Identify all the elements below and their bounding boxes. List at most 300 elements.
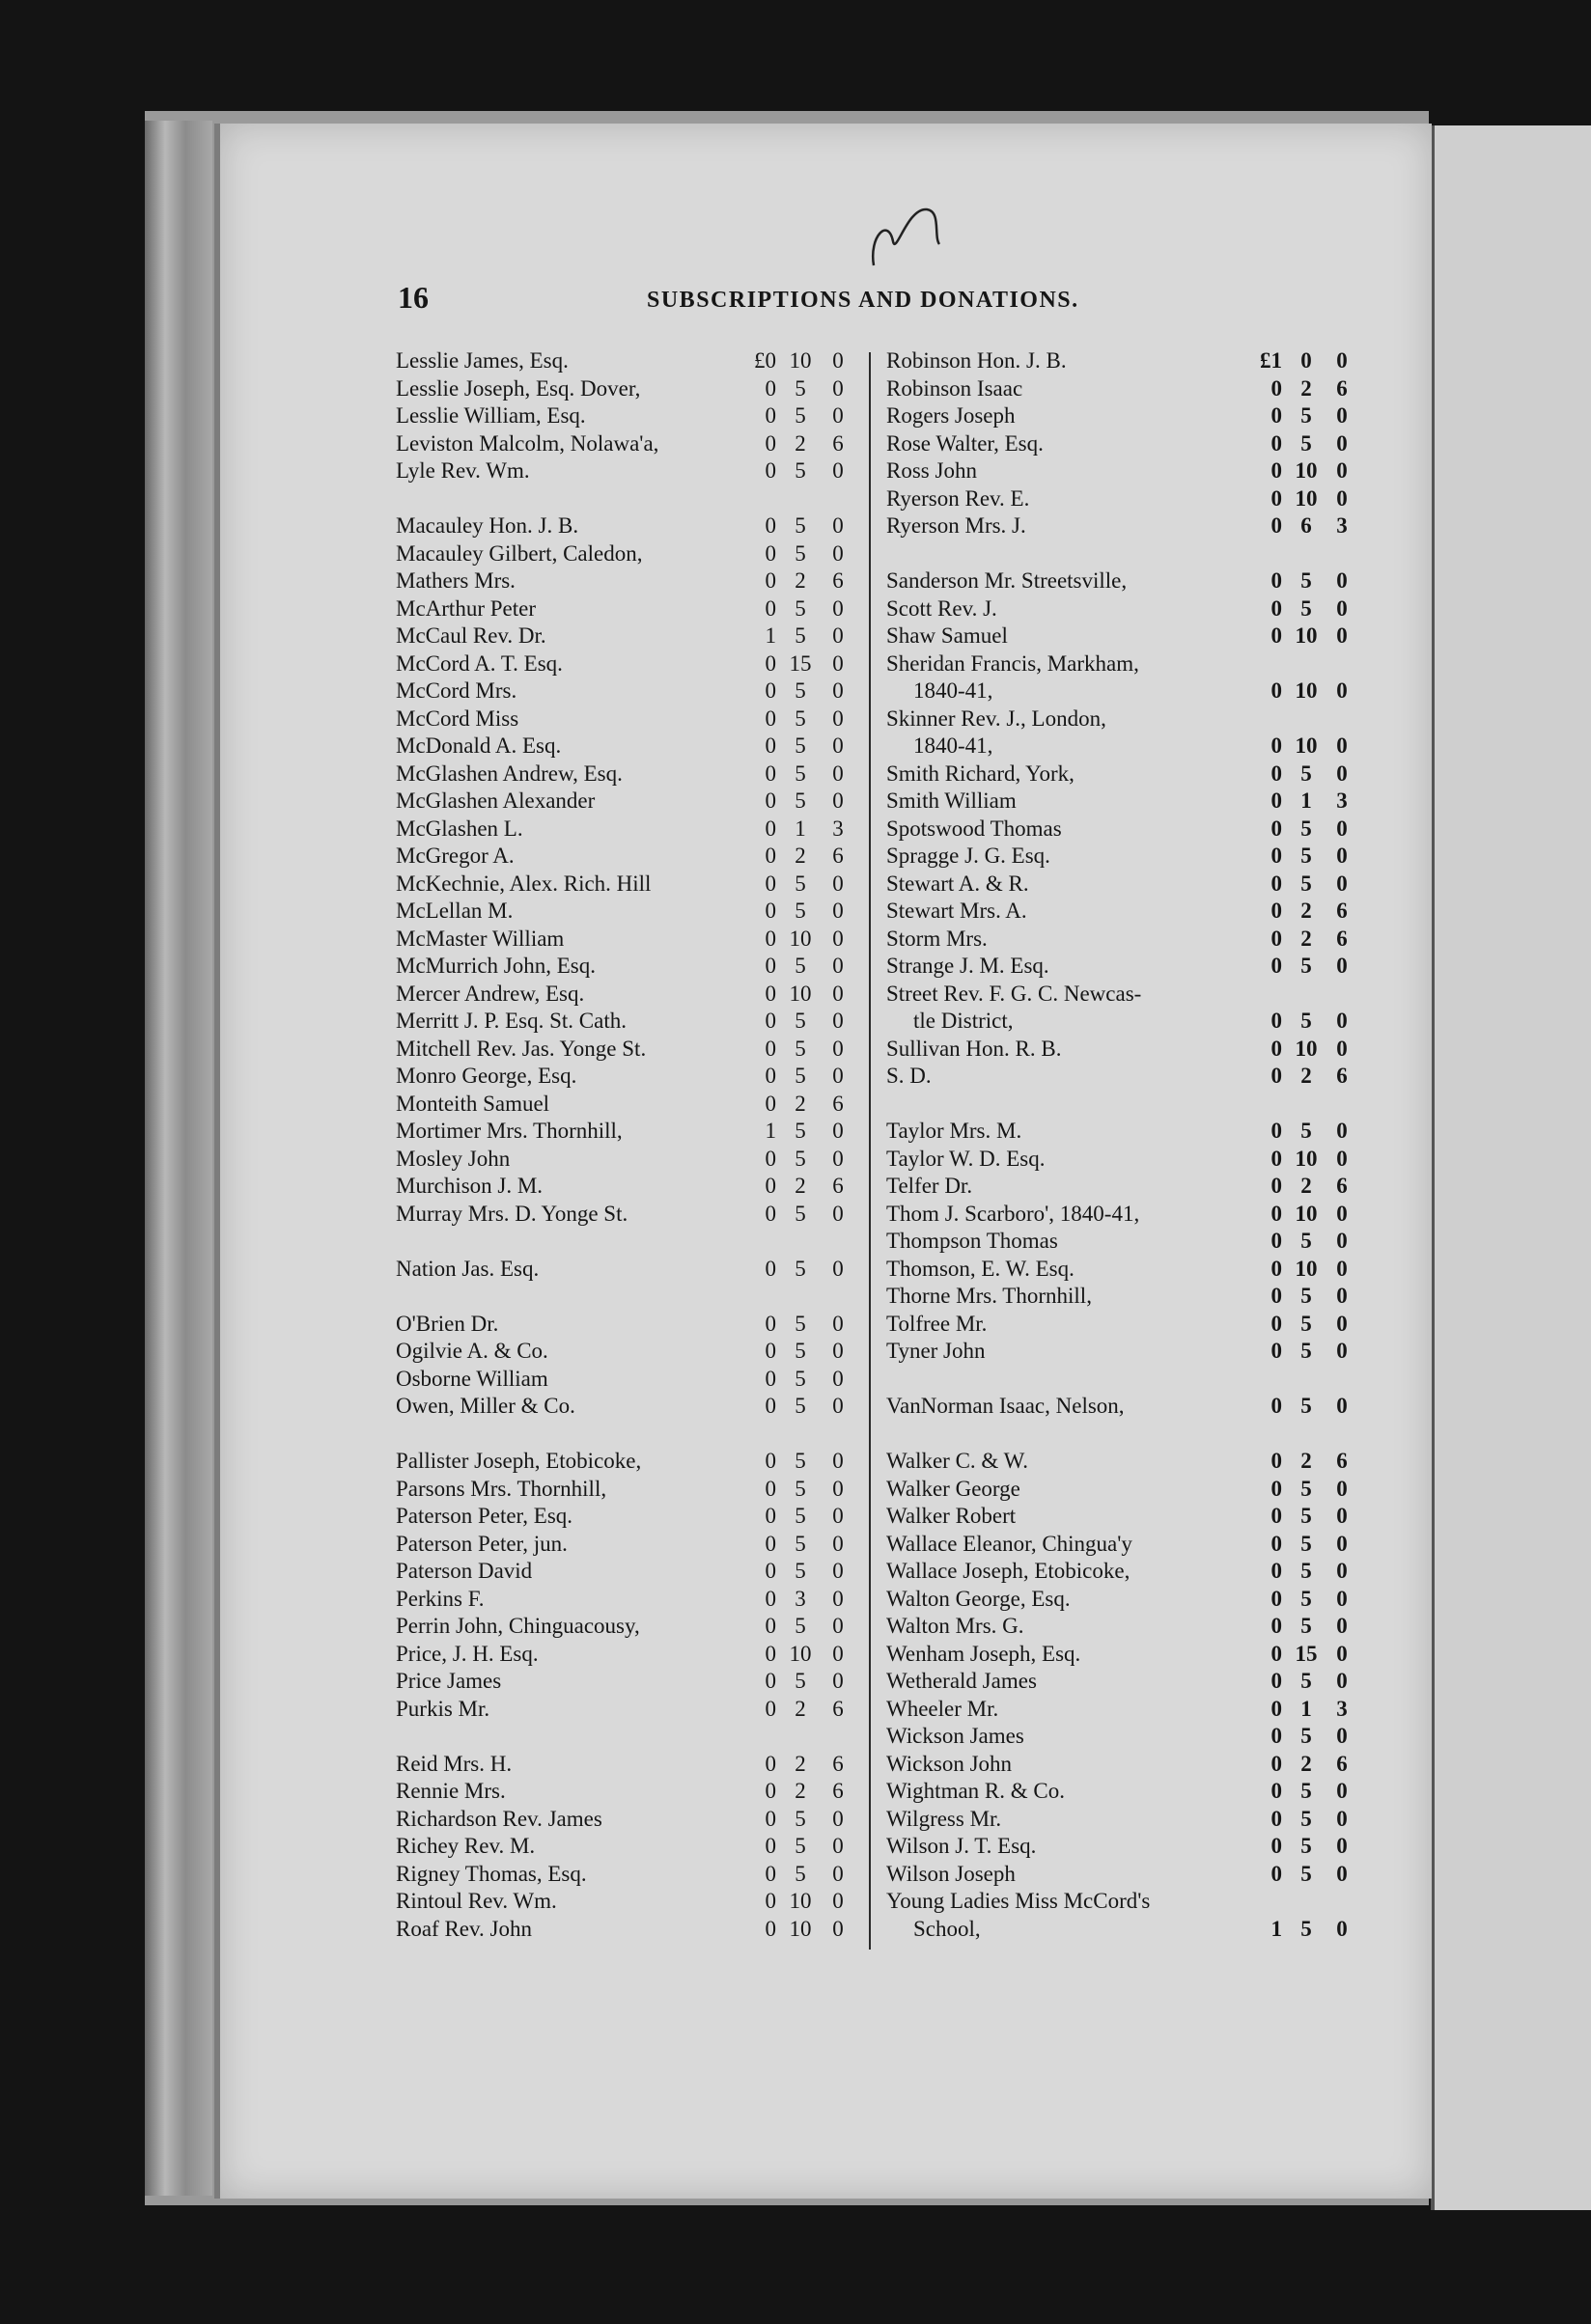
subscriber-name: Taylor Mrs. M. — [886, 1119, 1022, 1143]
amount-pence: 0 — [1336, 348, 1348, 373]
amount-shillings: 2 — [795, 844, 806, 868]
subscriber-name: Mathers Mrs. — [396, 568, 516, 593]
list-item — [886, 1173, 1350, 1201]
amount-pounds: 0 — [1270, 1806, 1282, 1831]
column-divider — [869, 352, 871, 1950]
amount-pence: 0 — [832, 1339, 844, 1363]
amount-shillings: 5 — [795, 733, 806, 758]
amount-pence: 6 — [832, 1174, 844, 1198]
list-item — [396, 1641, 854, 1669]
amount-shillings: 10 — [789, 981, 812, 1006]
amount-pounds: 0 — [1270, 1669, 1282, 1693]
amount-pence: 0 — [1336, 1834, 1348, 1858]
amount-shillings: 5 — [795, 1559, 806, 1583]
subscriber-name: Lesslie Joseph, Esq. Dover, — [396, 375, 641, 401]
list-item — [396, 1503, 854, 1531]
amount-pounds: 0 — [765, 458, 776, 483]
list-item — [886, 871, 1350, 899]
amount-pounds: 0 — [1270, 375, 1282, 401]
amount-shillings: 5 — [1300, 1861, 1312, 1886]
subscriber-name: Wilson J. T. Esq. — [886, 1834, 1037, 1858]
amount-pounds: 0 — [1270, 1834, 1282, 1858]
list-item — [886, 347, 1350, 375]
amount-pence: 0 — [832, 1669, 844, 1693]
amount-pounds: 0 — [1270, 1201, 1282, 1226]
subscriber-name: Walton Mrs. G. — [886, 1614, 1024, 1638]
subscriber-name: McCord Mrs. — [396, 678, 517, 703]
list-item — [396, 1008, 854, 1036]
amount-shillings: 5 — [1300, 1586, 1312, 1611]
list-item — [396, 706, 854, 733]
list-item — [396, 1476, 854, 1504]
amount-pounds: 0 — [765, 1916, 776, 1941]
subscriber-name: Taylor W. D. Esq. — [886, 1146, 1046, 1171]
amount-pence: 0 — [832, 1834, 844, 1858]
amount-pounds: £1 — [1260, 348, 1282, 373]
amount-pounds: 0 — [765, 1531, 776, 1556]
amount-pence: 0 — [1336, 678, 1348, 703]
amount-shillings: 2 — [1300, 1449, 1312, 1473]
list-item — [886, 733, 1350, 761]
amount-pounds: 0 — [1270, 1229, 1282, 1253]
amount-shillings: 5 — [1300, 1119, 1312, 1143]
subscriber-name: Pallister Joseph, Etobicoke, — [396, 1449, 642, 1473]
amount-shillings: 10 — [789, 926, 812, 951]
amount-pounds: 0 — [765, 1559, 776, 1583]
list-spacer — [396, 1421, 854, 1449]
list-item — [886, 1641, 1350, 1669]
amount-pounds: 0 — [1270, 1559, 1282, 1583]
amount-pence: 0 — [1336, 1311, 1348, 1336]
subscriber-name: Shaw Samuel — [886, 623, 1008, 648]
subscriber-name: Thorne Mrs. Thornhill, — [886, 1284, 1092, 1308]
amount-pence: 0 — [832, 733, 844, 758]
amount-pounds: 0 — [765, 430, 776, 456]
amount-shillings: 5 — [1300, 568, 1312, 593]
amount-shillings: 0 — [1300, 348, 1312, 373]
amount-pounds: 0 — [765, 375, 776, 401]
subscriber-name: Street Rev. F. G. C. Newcas- — [886, 981, 1142, 1006]
amount-pence: 6 — [832, 1091, 844, 1116]
list-item — [886, 430, 1350, 458]
amount-pence: 0 — [1336, 1504, 1348, 1528]
amount-shillings: 5 — [1300, 1614, 1312, 1638]
amount-pence: 0 — [832, 1476, 844, 1501]
subscriber-name: Walton George, Esq. — [886, 1586, 1071, 1611]
list-item — [886, 1806, 1350, 1834]
amount-shillings: 5 — [1300, 816, 1312, 841]
amount-pounds: 0 — [765, 540, 776, 566]
subscriber-name: 1840-41, — [913, 733, 993, 758]
amount-shillings: 5 — [1300, 1916, 1312, 1941]
amount-shillings: 5 — [795, 513, 806, 538]
amount-pounds: 0 — [765, 926, 776, 951]
amount-pounds: 1 — [765, 623, 776, 648]
amount-shillings: 5 — [795, 1614, 806, 1638]
subscriber-name: Reid Mrs. H. — [396, 1751, 513, 1776]
amount-pounds: 0 — [1270, 678, 1282, 703]
subscriber-name: Mercer Andrew, Esq. — [396, 981, 585, 1006]
amount-pence: 0 — [832, 981, 844, 1006]
amount-pounds: 0 — [1270, 1724, 1282, 1748]
subscriber-name: McDonald A. Esq. — [396, 733, 562, 758]
list-item — [396, 843, 854, 871]
subscriber-name: Walker George — [886, 1476, 1020, 1501]
list-item — [886, 678, 1350, 706]
list-item — [886, 1338, 1350, 1366]
subscriber-name: Richey Rev. M. — [396, 1834, 536, 1858]
amount-shillings: 5 — [1300, 403, 1312, 428]
amount-pence: 3 — [1336, 788, 1348, 813]
amount-pounds: 0 — [765, 1641, 776, 1666]
subscriber-name: Strange J. M. Esq. — [886, 954, 1049, 978]
subscriber-name: McGlashen Andrew, Esq. — [396, 761, 623, 786]
subscriber-name: VanNorman Isaac, Nelson, — [886, 1394, 1125, 1418]
amount-shillings: 5 — [795, 1669, 806, 1693]
subscriber-name: Murchison J. M. — [396, 1174, 544, 1198]
subscriber-name: McLellan M. — [396, 899, 514, 923]
subscriber-name: McMaster William — [396, 926, 565, 951]
amount-pence: 0 — [832, 871, 844, 896]
amount-pounds: 0 — [1270, 1476, 1282, 1501]
subscriber-name: Price, J. H. Esq. — [396, 1641, 539, 1666]
list-item — [886, 1558, 1350, 1586]
list-item — [886, 1118, 1350, 1146]
list-item — [396, 1613, 854, 1641]
amount-pence: 0 — [1336, 1146, 1348, 1171]
list-item — [886, 1833, 1350, 1861]
list-item — [396, 1861, 854, 1889]
amount-pence: 0 — [1336, 733, 1348, 758]
amount-pounds: 0 — [1270, 1504, 1282, 1528]
amount-pounds: 0 — [765, 1834, 776, 1858]
amount-pounds: 0 — [1270, 1614, 1282, 1638]
list-item — [396, 540, 854, 568]
amount-pence: 0 — [832, 1806, 844, 1831]
subscriber-name: Lesslie James, Esq. — [396, 348, 569, 373]
amount-shillings: 5 — [795, 954, 806, 978]
list-item — [886, 375, 1350, 403]
amount-pounds: 0 — [1270, 954, 1282, 978]
list-spacer — [396, 485, 854, 513]
amount-pence: 0 — [1336, 1201, 1348, 1226]
subscriber-name: Sullivan Hon. R. B. — [886, 1036, 1062, 1061]
list-item — [886, 457, 1350, 485]
subscriber-name: Osborne William — [396, 1366, 548, 1391]
subscriber-name: Paterson David — [396, 1559, 533, 1583]
list-item — [396, 512, 854, 540]
amount-shillings: 5 — [795, 1806, 806, 1831]
amount-pounds: 0 — [765, 1504, 776, 1528]
amount-shillings: 5 — [795, 1339, 806, 1363]
amount-shillings: 5 — [795, 678, 806, 703]
list-spacer — [886, 1091, 1350, 1119]
list-item — [886, 1063, 1350, 1091]
list-item — [886, 1201, 1350, 1229]
subscriber-name: McKechnie, Alex. Rich. Hill — [396, 871, 652, 896]
amount-pence: 0 — [832, 954, 844, 978]
amount-shillings: 5 — [795, 1476, 806, 1501]
list-spacer — [886, 1421, 1350, 1449]
amount-shillings: 5 — [795, 1531, 806, 1556]
list-item — [396, 402, 854, 430]
amount-pounds: 0 — [765, 1806, 776, 1831]
amount-pounds: 0 — [1270, 1779, 1282, 1803]
subscriber-name: Purkis Mr. — [396, 1696, 490, 1721]
list-item — [396, 1393, 854, 1421]
amount-pounds: 0 — [1270, 733, 1282, 758]
amount-pounds: 0 — [765, 733, 776, 758]
amount-pounds: 0 — [1270, 1009, 1282, 1033]
amount-pounds: 0 — [1270, 871, 1282, 896]
amount-pence: 0 — [832, 348, 844, 373]
amount-pounds: 0 — [1270, 485, 1282, 511]
subscriber-name: Lyle Rev. Wm. — [396, 458, 530, 483]
subscriber-name: School, — [913, 1916, 981, 1941]
amount-pounds: 0 — [1270, 1641, 1282, 1666]
amount-pence: 6 — [1336, 375, 1348, 401]
list-item — [396, 733, 854, 761]
amount-shillings: 10 — [789, 348, 812, 373]
amount-shillings: 5 — [1300, 1394, 1312, 1418]
list-item — [396, 1448, 854, 1476]
list-item — [886, 1476, 1350, 1504]
amount-pence: 0 — [832, 650, 844, 676]
amount-pounds: 0 — [765, 1064, 776, 1088]
subscriber-name: McCord Miss — [396, 706, 519, 731]
amount-pounds: 0 — [765, 1779, 776, 1803]
subscriber-name: Mortimer Mrs. Thornhill, — [396, 1119, 623, 1143]
amount-pence: 0 — [832, 375, 844, 401]
subscriber-name: Spragge J. G. Esq. — [886, 844, 1050, 868]
amount-pounds: 0 — [1270, 1861, 1282, 1886]
list-item — [886, 1751, 1350, 1779]
list-item — [886, 595, 1350, 623]
amount-shillings: 6 — [1300, 513, 1312, 538]
list-item — [886, 1311, 1350, 1339]
amount-pence: 6 — [1336, 1174, 1348, 1198]
amount-shillings: 5 — [1300, 1229, 1312, 1253]
amount-shillings: 15 — [789, 650, 812, 676]
subscriber-name: Robinson Isaac — [886, 375, 1023, 401]
amount-pence: 0 — [832, 706, 844, 731]
amount-pence: 6 — [1336, 899, 1348, 923]
amount-pounds: 0 — [765, 1146, 776, 1171]
subscriber-name: Stewart Mrs. A. — [886, 899, 1027, 923]
list-item — [886, 485, 1350, 513]
subscriber-name: Macauley Hon. J. B. — [396, 513, 579, 538]
amount-pounds: 0 — [765, 844, 776, 868]
subscriber-name: Young Ladies Miss McCord's — [886, 1889, 1151, 1913]
amount-shillings: 10 — [1295, 1146, 1318, 1171]
amount-pence: 0 — [1336, 1394, 1348, 1418]
amount-shillings: 5 — [1300, 1559, 1312, 1583]
list-item — [396, 1118, 854, 1146]
amount-pence: 0 — [1336, 1724, 1348, 1748]
subscriber-name: Sheridan Francis, Markham, — [886, 650, 1139, 676]
subscriber-name: Rose Walter, Esq. — [886, 430, 1044, 456]
amount-pence: 0 — [832, 1614, 844, 1638]
amount-pence: 0 — [1336, 871, 1348, 896]
amount-shillings: 1 — [1300, 1696, 1312, 1721]
amount-shillings: 2 — [795, 430, 806, 456]
list-item — [886, 1916, 1350, 1944]
amount-shillings: 15 — [1295, 1641, 1318, 1666]
subscriber-name: Smith Richard, York, — [886, 761, 1075, 786]
amount-pence: 0 — [832, 926, 844, 951]
amount-shillings: 5 — [795, 540, 806, 566]
amount-shillings: 5 — [795, 1311, 806, 1336]
amount-pence: 0 — [832, 1889, 844, 1913]
list-spacer — [396, 1723, 854, 1751]
amount-pence: 6 — [832, 1696, 844, 1721]
amount-pence: 3 — [1336, 513, 1348, 538]
list-item — [396, 981, 854, 1009]
list-item — [396, 678, 854, 706]
amount-shillings: 2 — [1300, 1064, 1312, 1088]
amount-shillings: 5 — [795, 1449, 806, 1473]
subscriber-name: Walker Robert — [886, 1504, 1017, 1528]
subscriber-name: Sanderson Mr. Streetsville, — [886, 568, 1128, 593]
list-item — [396, 898, 854, 926]
list-item — [396, 1558, 854, 1586]
list-item — [886, 1146, 1350, 1174]
amount-pounds: 0 — [1270, 1449, 1282, 1473]
amount-pounds: 0 — [765, 513, 776, 538]
amount-shillings: 5 — [795, 761, 806, 786]
amount-pence: 0 — [832, 403, 844, 428]
amount-pence: 0 — [832, 1394, 844, 1418]
amount-shillings: 10 — [1295, 485, 1318, 511]
subscriber-name: Wallace Eleanor, Chingua'y — [886, 1531, 1132, 1556]
subscriber-name: Wickson James — [886, 1724, 1024, 1748]
amount-pounds: 0 — [765, 1861, 776, 1886]
amount-pounds: 0 — [1270, 761, 1282, 786]
list-item — [886, 898, 1350, 926]
subscriber-name: Nation Jas. Esq. — [396, 1256, 540, 1281]
amount-shillings: 5 — [1300, 954, 1312, 978]
list-item — [396, 1311, 854, 1339]
list-item — [396, 1146, 854, 1174]
subscriber-name: Ogilvie A. & Co. — [396, 1339, 548, 1363]
list-item — [396, 1888, 854, 1916]
amount-pence: 0 — [1336, 568, 1348, 593]
list-item — [886, 1256, 1350, 1284]
amount-pounds: 0 — [1270, 1119, 1282, 1143]
amount-pence: 0 — [1336, 1339, 1348, 1363]
subscriber-name: Wheeler Mr. — [886, 1696, 999, 1721]
amount-shillings: 5 — [795, 1504, 806, 1528]
amount-shillings: 5 — [1300, 1311, 1312, 1336]
amount-pounds: 0 — [1270, 1339, 1282, 1363]
amount-pounds: 0 — [1270, 1586, 1282, 1611]
list-item — [396, 457, 854, 485]
subscriber-name: Thompson Thomas — [886, 1229, 1058, 1253]
amount-pence: 0 — [1336, 761, 1348, 786]
amount-pence: 0 — [832, 1036, 844, 1061]
list-item — [886, 1586, 1350, 1614]
amount-pounds: 0 — [765, 981, 776, 1006]
amount-pence: 0 — [832, 1586, 844, 1611]
list-spacer — [886, 540, 1350, 568]
amount-pounds: 0 — [1270, 926, 1282, 951]
subscriber-name: Ryerson Mrs. J. — [886, 513, 1026, 538]
page-header — [398, 280, 1131, 318]
amount-pence: 0 — [832, 540, 844, 566]
amount-shillings: 5 — [795, 706, 806, 731]
amount-pounds: 0 — [1270, 844, 1282, 868]
amount-pounds: 0 — [765, 403, 776, 428]
amount-shillings: 5 — [795, 1834, 806, 1858]
list-item — [396, 1256, 854, 1284]
amount-pence: 6 — [1336, 1064, 1348, 1088]
amount-shillings: 10 — [1295, 733, 1318, 758]
amount-pence: 6 — [832, 844, 844, 868]
amount-pounds: 0 — [1270, 1531, 1282, 1556]
amount-shillings: 5 — [1300, 1339, 1312, 1363]
amount-pounds: 0 — [765, 1091, 776, 1116]
list-item — [396, 761, 854, 788]
amount-shillings: 10 — [1295, 1036, 1318, 1061]
list-item — [886, 816, 1350, 844]
amount-pence: 0 — [1336, 1284, 1348, 1308]
adjacent-page — [1431, 125, 1591, 2210]
amount-shillings: 2 — [795, 1174, 806, 1198]
amount-shillings: 5 — [1300, 1724, 1312, 1748]
list-spacer — [396, 1228, 854, 1256]
amount-pounds: 0 — [765, 1339, 776, 1363]
amount-shillings: 1 — [1300, 788, 1312, 813]
amount-shillings: 2 — [795, 1779, 806, 1803]
amount-pence: 0 — [1336, 485, 1348, 511]
running-title: SUBSCRIPTIONS AND DONATIONS. — [647, 288, 1079, 313]
amount-pounds: 0 — [1270, 403, 1282, 428]
subscriber-name: tle District, — [913, 1009, 1014, 1033]
list-item — [396, 1366, 854, 1394]
list-item — [396, 1778, 854, 1806]
amount-pence: 0 — [832, 1504, 844, 1528]
subscriber-name: Mosley John — [396, 1146, 511, 1171]
amount-shillings: 2 — [1300, 1174, 1312, 1198]
amount-pence: 3 — [1336, 1696, 1348, 1721]
amount-pence: 0 — [832, 899, 844, 923]
amount-pounds: 0 — [765, 1751, 776, 1776]
subscriber-name: McArthur Peter — [396, 595, 536, 621]
amount-pence: 0 — [832, 1641, 844, 1666]
left-column — [396, 347, 854, 1943]
amount-pence: 0 — [832, 678, 844, 703]
subscriber-name: Lesslie William, Esq. — [396, 403, 586, 428]
amount-pence: 0 — [832, 1146, 844, 1171]
amount-pence: 0 — [1336, 623, 1348, 648]
subscriber-name: McGlashen L. — [396, 816, 523, 841]
amount-shillings: 5 — [795, 1064, 806, 1088]
amount-pounds: 0 — [765, 816, 776, 841]
subscriber-name: Wilson Joseph — [886, 1861, 1016, 1886]
amount-pence: 6 — [1336, 1449, 1348, 1473]
list-item — [886, 1393, 1350, 1421]
pen-mark-icon — [864, 198, 951, 275]
subscriber-name: Tyner John — [886, 1339, 986, 1363]
amount-shillings: 5 — [795, 1201, 806, 1226]
subscriber-name: Monro George, Esq. — [396, 1064, 577, 1088]
amount-pence: 0 — [1336, 844, 1348, 868]
amount-pence: 0 — [832, 1559, 844, 1583]
amount-shillings: 2 — [1300, 899, 1312, 923]
list-item — [886, 1448, 1350, 1476]
amount-pounds: 0 — [765, 871, 776, 896]
amount-pounds: 0 — [765, 1614, 776, 1638]
